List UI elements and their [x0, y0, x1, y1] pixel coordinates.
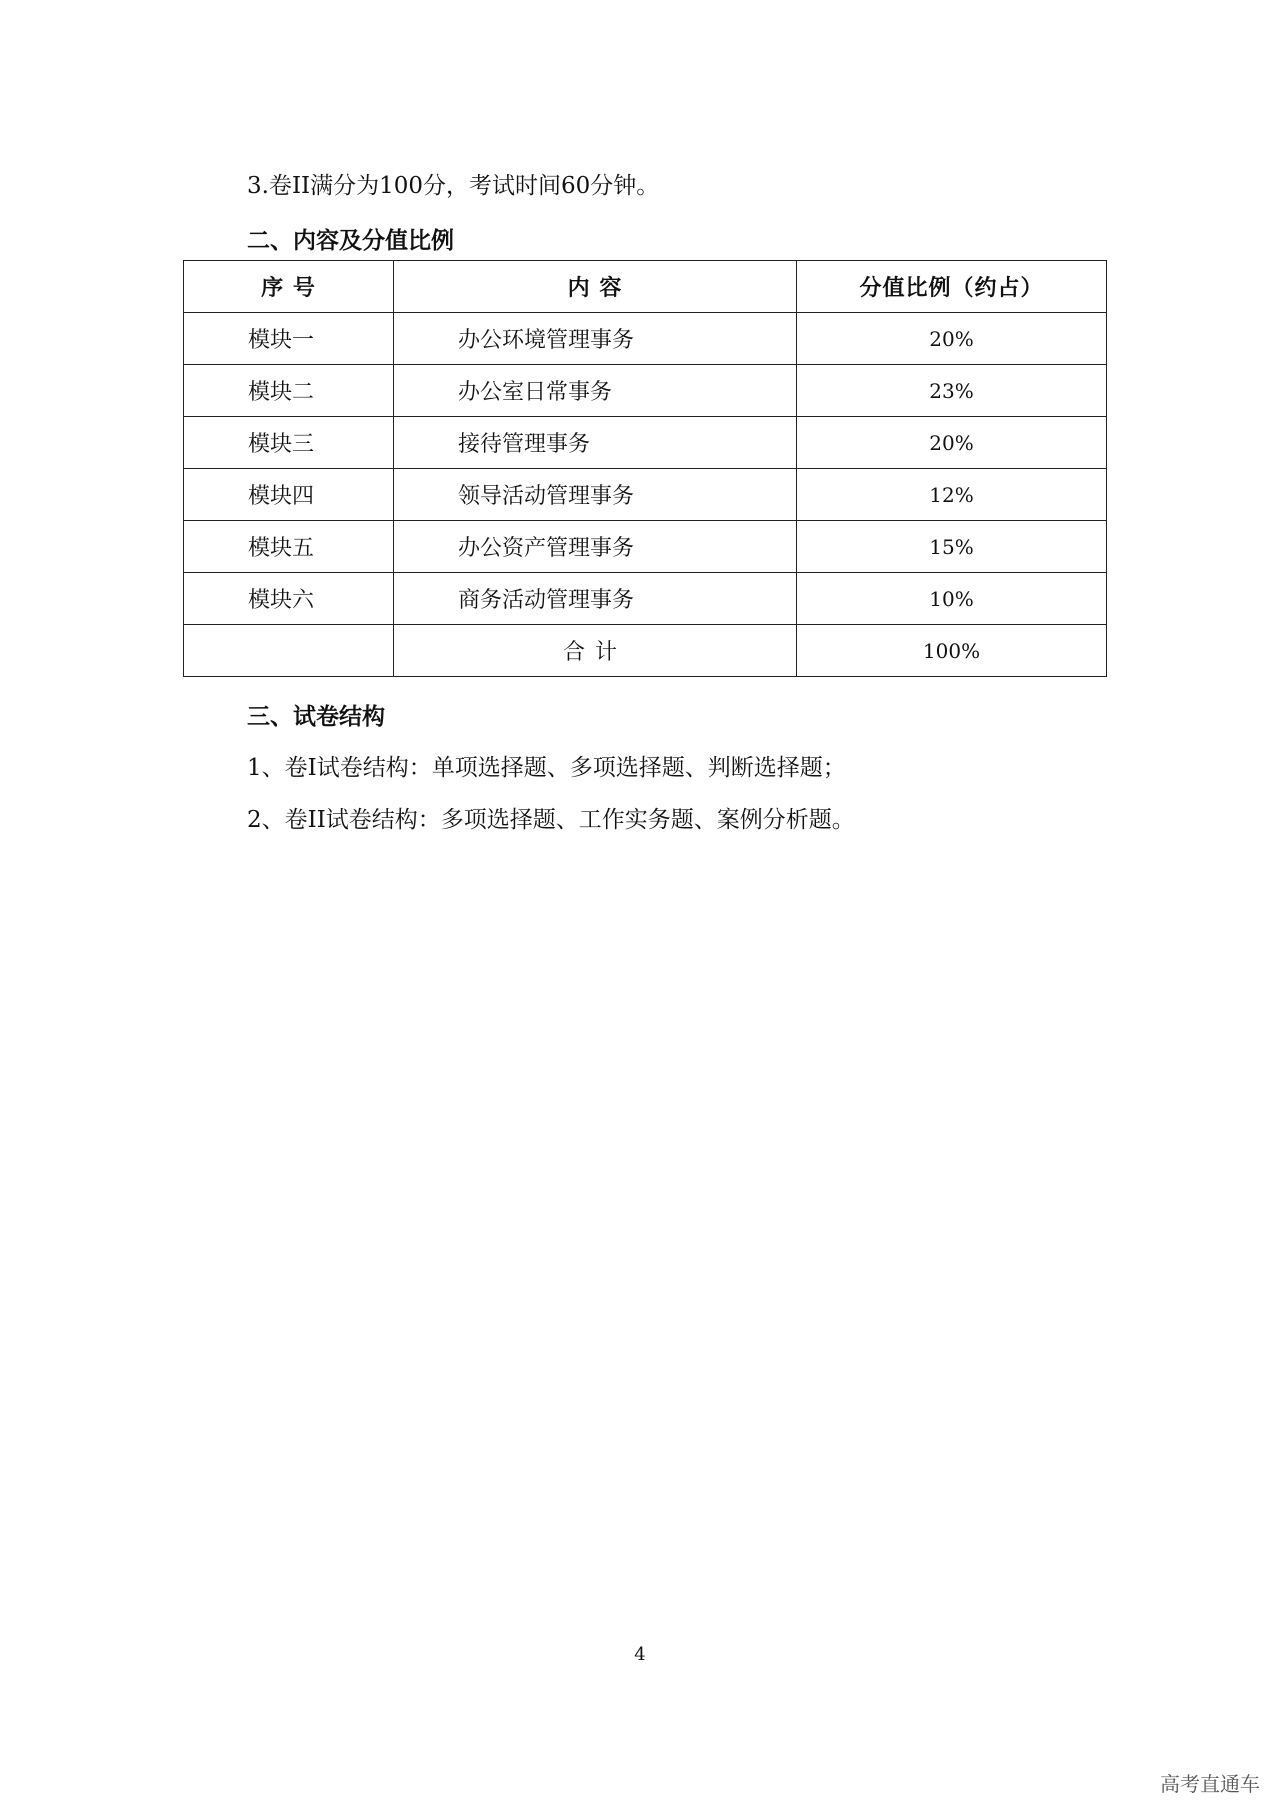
cell-seq: 模块三: [184, 417, 394, 469]
cell-content: 商务活动管理事务: [394, 573, 797, 625]
cell-seq: 模块六: [184, 573, 394, 625]
cell-ratio: 15%: [797, 521, 1107, 573]
cell-ratio: 20%: [797, 313, 1107, 365]
table-row: [184, 417, 1107, 469]
cell-content: 领导活动管理事务: [394, 469, 797, 521]
table-row: [184, 313, 1107, 365]
cell-seq: 模块一: [184, 313, 394, 365]
table-total-row: [184, 625, 1107, 677]
exam-info-line: 3.卷II满分为100分，考试时间60分钟。: [247, 173, 660, 199]
cell-content: 接待管理事务: [394, 417, 797, 469]
header-ratio: 分值比例（约占）: [797, 261, 1107, 313]
section-heading-content-ratio: 二、内容及分值比例: [247, 228, 454, 254]
table-row: [184, 469, 1107, 521]
page-number: 4: [634, 1644, 646, 1665]
paper-structure-item: 2、卷II试卷结构：多项选择题、工作实务题、案例分析题。: [247, 807, 855, 833]
watermark: 高考直通车: [1160, 1772, 1260, 1796]
cell-total-seq: [184, 625, 394, 677]
cell-ratio: 12%: [797, 469, 1107, 521]
cell-total-ratio: 100%: [797, 625, 1107, 677]
header-seq: 序 号: [184, 261, 394, 313]
cell-seq: 模块五: [184, 521, 394, 573]
table-row: [184, 573, 1107, 625]
header-content: 内 容: [394, 261, 797, 313]
score-ratio-table: [183, 260, 1107, 677]
cell-content: 办公室日常事务: [394, 365, 797, 417]
cell-seq: 模块四: [184, 469, 394, 521]
paper-structure-item: 1、卷Ⅰ试卷结构：单项选择题、多项选择题、判断选择题；: [247, 755, 846, 781]
cell-seq: 模块二: [184, 365, 394, 417]
section-heading-paper-structure: 三、试卷结构: [247, 704, 385, 730]
cell-ratio: 20%: [797, 417, 1107, 469]
cell-ratio: 10%: [797, 573, 1107, 625]
cell-total-label: 合计: [394, 625, 797, 677]
table-header-row: [184, 261, 1107, 313]
table-row: [184, 365, 1107, 417]
cell-ratio: 23%: [797, 365, 1107, 417]
table-row: [184, 521, 1107, 573]
cell-content: 办公环境管理事务: [394, 313, 797, 365]
cell-content: 办公资产管理事务: [394, 521, 797, 573]
